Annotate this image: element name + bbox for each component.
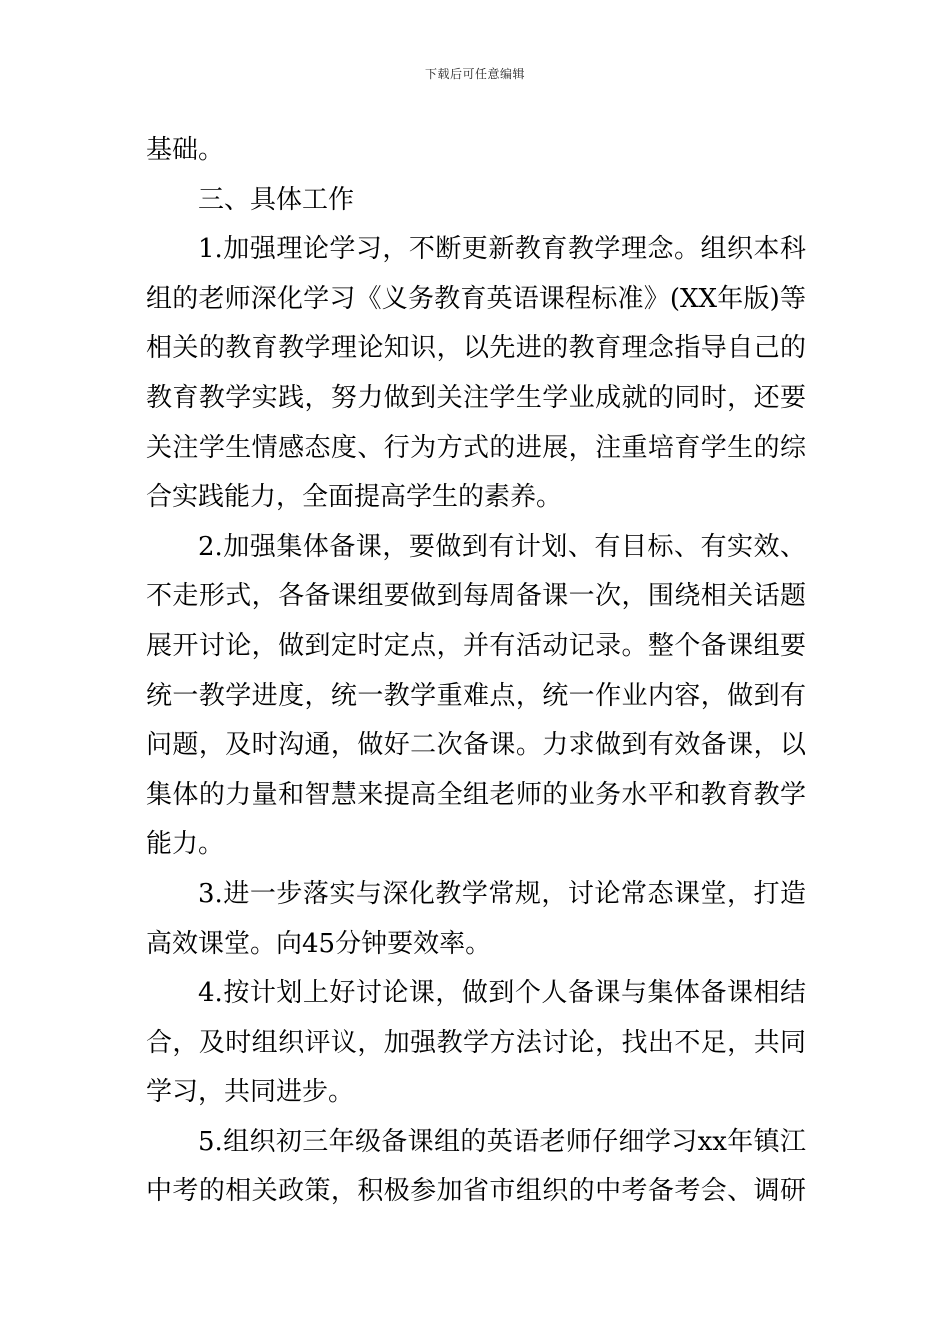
document-body bbox=[146, 126, 806, 1217]
text-line: 统一教学进度，统一教学重难点，统一作业内容，做到有 bbox=[146, 680, 806, 711]
text-line: 三、具体工作 bbox=[198, 184, 355, 215]
text-line: 能力。 bbox=[146, 829, 225, 860]
text-line: 相关的教育教学理论知识，以先进的教育理念指导自己的 bbox=[146, 333, 806, 364]
text-line: 合，及时组织评议，加强教学方法讨论，找出不足，共同 bbox=[146, 1027, 806, 1058]
text-line: 关注学生情感态度、行为方式的进展，注重培育学生的综 bbox=[146, 432, 806, 463]
text-line: 3.进一步落实与深化教学常规，讨论常态课堂，打造 bbox=[198, 878, 806, 909]
text-line: 1.加强理论学习，不断更新教育教学理念。组织本科 bbox=[198, 234, 806, 265]
text-line: 基础。 bbox=[146, 135, 225, 165]
text-line: 合实践能力，全面提高学生的素养。 bbox=[146, 482, 563, 513]
text-line: 高效课堂。向45分钟要效率。 bbox=[146, 928, 492, 959]
text-line: 组的老师深化学习《义务教育英语课程标准》(XX年版)等 bbox=[146, 283, 806, 314]
text-line: 4.按计划上好讨论课，做到个人备课与集体备课相结 bbox=[198, 978, 806, 1009]
text-line: 2.加强集体备课，要做到有计划、有目标、有实效、 bbox=[198, 531, 806, 562]
text-line: 集体的力量和智慧来提高全组老师的业务水平和教育教学 bbox=[146, 779, 806, 810]
text-line: 不走形式，各备课组要做到每周备课一次，围绕相关话题 bbox=[146, 581, 806, 612]
text-line: 教育教学实践，努力做到关注学生学业成就的同时，还要 bbox=[146, 382, 806, 413]
text-line: 学习，共同进步。 bbox=[146, 1077, 355, 1108]
text-line: 5.组织初三年级备课组的英语老师仔细学习xx年镇江 bbox=[198, 1126, 806, 1157]
header-note: 下载后可任意编辑 bbox=[424, 67, 525, 81]
text-line: 中考的相关政策，积极参加省市组织的中考备考会、调研 bbox=[146, 1176, 806, 1207]
text-line: 展开讨论，做到定时定点，并有活动记录。整个备课组要 bbox=[146, 630, 806, 661]
text-line: 问题，及时沟通，做好二次备课。力求做到有效备课，以 bbox=[146, 730, 806, 761]
